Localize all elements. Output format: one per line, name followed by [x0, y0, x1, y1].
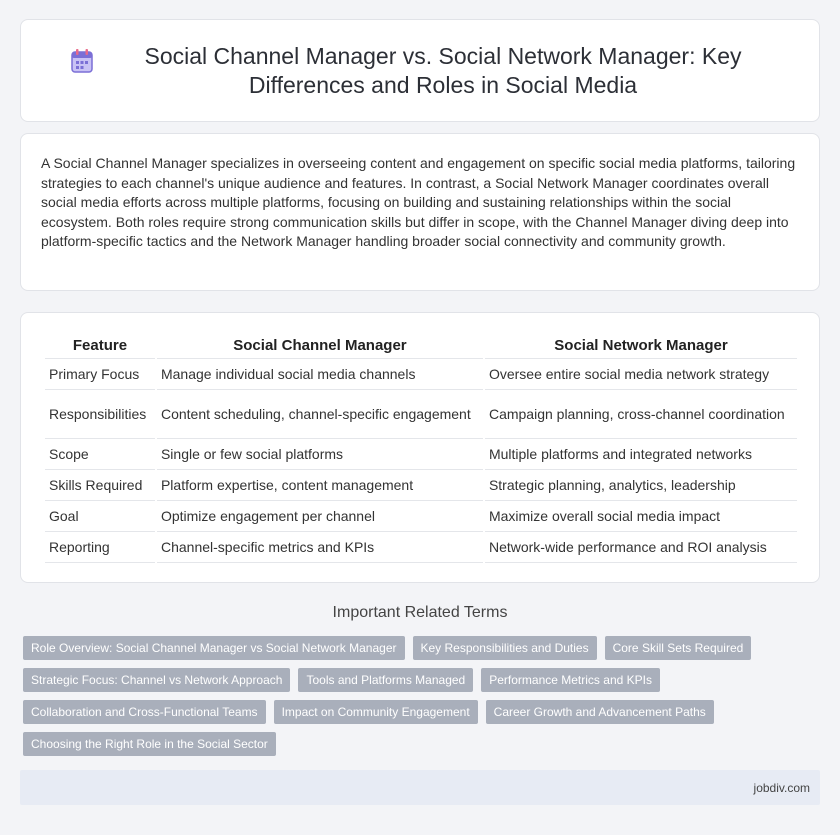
table-cell-channel: Channel-specific metrics and KPIs: [157, 532, 483, 563]
table-cell-network: Campaign planning, cross-channel coordination: [485, 390, 797, 439]
footer: [20, 770, 820, 805]
table-cell-network: Multiple platforms and integrated networks: [485, 439, 797, 470]
table-cell-feature: Reporting: [45, 532, 155, 563]
table-cell-channel: Content scheduling, channel-specific engagement: [157, 390, 483, 439]
table-row: [45, 359, 797, 390]
related-term-tag[interactable]: Career Growth and Advancement Paths: [486, 700, 714, 724]
header-social-network-manager: Social Network Manager: [485, 335, 797, 359]
table-cell-feature: Responsibilities: [45, 390, 155, 439]
table-cell-feature: Skills Required: [45, 470, 155, 501]
table-row: [45, 439, 797, 470]
comparison-table: [43, 335, 799, 563]
related-term-tag[interactable]: Performance Metrics and KPIs: [481, 668, 660, 692]
table-cell-feature: Primary Focus: [45, 359, 155, 390]
intro-paragraph: A Social Channel Manager specializes in overseeing content and engagement on specific social media platforms, tailoring strategies to each channel's unique audience and features. In contrast, a Social Network Manager coordinates overall social media efforts across multiple platforms, focusing on building and sustaining relationships within the social ecosystem. Both roles require strong communication skills but differ in scope, with the Channel Manager diving deep into platform-specific tactics and the Network Manager handling broader social connectivity and community growth.: [41, 155, 796, 250]
table-cell-channel: Optimize engagement per channel: [157, 501, 483, 532]
table-cell-network: Maximize overall social media impact: [485, 501, 797, 532]
title-wrap: [70, 42, 770, 100]
header-social-channel-manager: Social Channel Manager: [157, 335, 483, 359]
table-row: [45, 470, 797, 501]
related-term-tag[interactable]: Strategic Focus: Channel vs Network Approach: [23, 668, 290, 692]
related-terms-title: Important Related Terms: [332, 604, 508, 621]
calendar-icon: [70, 48, 94, 74]
table-row: [45, 390, 797, 439]
table-cell-network: Strategic planning, analytics, leadership: [485, 470, 797, 501]
header-feature: Feature: [45, 335, 155, 359]
related-term-tag[interactable]: Core Skill Sets Required: [605, 636, 752, 660]
related-terms-tags: [23, 636, 783, 756]
page-title: Social Channel Manager vs. Social Network Manager: Key Differences and Roles in Social Media: [144, 42, 742, 98]
table-row: [45, 532, 797, 563]
related-term-tag[interactable]: Key Responsibilities and Duties: [413, 636, 597, 660]
intro-card: [20, 133, 820, 291]
table-cell-network: Oversee entire social media network strategy: [485, 359, 797, 390]
footer-site-link[interactable]: jobdiv.com: [753, 780, 810, 795]
header-card: [20, 19, 820, 122]
related-term-tag[interactable]: Choosing the Right Role in the Social Sector: [23, 732, 276, 756]
table-cell-feature: Goal: [45, 501, 155, 532]
table-cell-channel: Manage individual social media channels: [157, 359, 483, 390]
comparison-table-card: [20, 312, 820, 583]
related-term-tag[interactable]: Collaboration and Cross-Functional Teams: [23, 700, 266, 724]
related-term-tag[interactable]: Tools and Platforms Managed: [298, 668, 473, 692]
related-term-tag[interactable]: Impact on Community Engagement: [274, 700, 478, 724]
table-cell-feature: Scope: [45, 439, 155, 470]
table-row: [45, 501, 797, 532]
table-cell-channel: Platform expertise, content management: [157, 470, 483, 501]
table-header-row: [45, 335, 797, 359]
table-cell-channel: Single or few social platforms: [157, 439, 483, 470]
related-term-tag[interactable]: Role Overview: Social Channel Manager vs Social Network Manager: [23, 636, 405, 660]
table-cell-network: Network-wide performance and ROI analysis: [485, 532, 797, 563]
